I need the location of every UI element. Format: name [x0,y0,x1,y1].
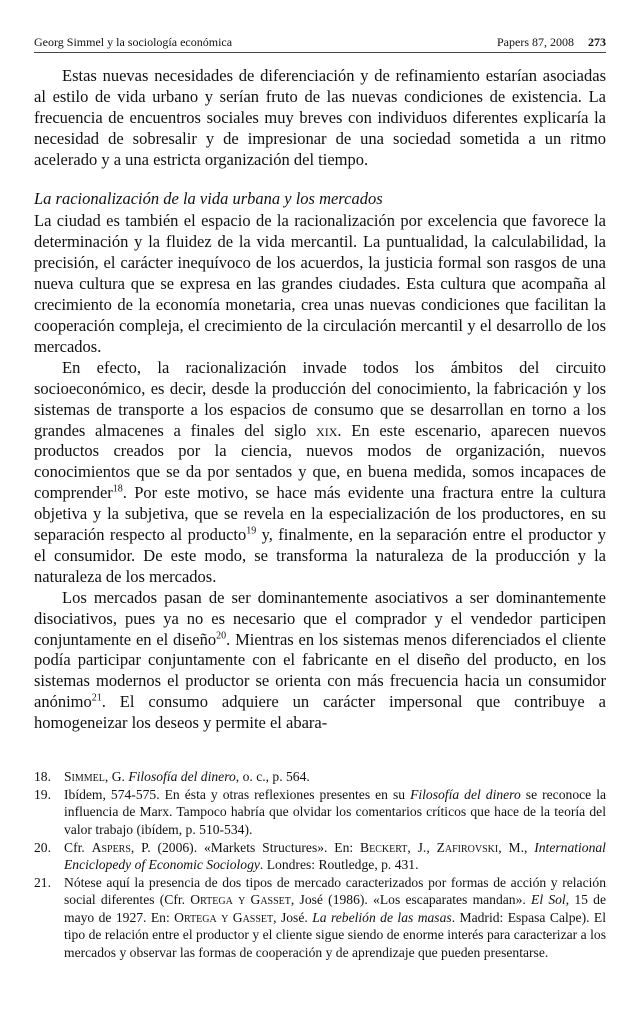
journal-issue: Papers 87, 2008 [497,35,574,49]
footnote-number: 21. [34,874,51,890]
newspaper-title: El Sol [531,892,566,908]
footnote-text: Ibídem, 574-575. En ésta y otras reflexiones presentes en su [64,786,411,802]
footnote-text: , o. c., p. 564. [235,769,310,784]
paragraph-4-text: Los mercados pasan de ser dominantemente asociativos a ser dominantemente disociativos, pues ya no es necesario que el comprador y el vendedor participen conjuntamente en el diseño [34,587,606,649]
footnote-number: 20. [34,839,51,855]
footnote-text: , M., [498,839,535,855]
footnote-text: . Londres: Routledge, p. 431. [259,857,419,873]
author-name: Simmel [64,769,105,784]
footnote-number: 18. [34,769,51,784]
footnote-text: , 15 de mayo de 1927. En: [64,892,606,925]
footnote-text: , José. [273,909,313,925]
author-name: Zafirovski [436,839,499,855]
footnotes [34,768,606,961]
book-title: International Enciclopedy of Economic Sociology [64,839,606,873]
footnote-text: Nótese aquí la presencia de dos tipos de mercado caracterizados por formas de acción y relación social diferentes (Cfr. [64,874,606,908]
footnote-text: , G. [104,769,129,784]
main-text [34,66,606,734]
paragraph-2: La ciudad es también el espacio de la racionalización por excelencia que favorece la determinación y la fluidez de la vida mercantil. La puntualidad, la calculabilidad, la precisión, el carácter inequívoco de los acuerdos, la justicia formal son rasgos de una nueva cultura que se expresa en las grandes ciudades. Esta cultura que acompaña al crecimiento de la economía monetaria, crea unas nuevas condiciones que facilitan la cooperación compleja, el crecimiento de la circulación mercantil y el desarrollo de los mercados. [34,211,606,356]
footnote-20 [34,839,606,874]
footnote-text: , J., [407,839,437,855]
header-right [497,35,606,50]
footnote-18 [34,768,606,785]
author-name: Aspers [91,839,131,855]
footnote-ref-18[interactable]: 18 [112,483,123,495]
running-header [34,35,606,53]
footnote-text: , José (1986). «Los escaparates mandan». [290,892,532,908]
paragraph-4-text: . El consumo adquiere un carácter impersonal que contribuye a homogeneizar los deseos y permite el abara- [34,692,606,733]
footnote-19 [34,786,606,838]
page-number: 273 [588,35,606,49]
footnote-text: . Madrid: Espasa Calpe). El tipo de relación entre el productor y el cliente sigue siendo de enorme interés para caracterizar a los mercados y observar las formas de cooperación y de aprendizaje que pueden presentarse. [64,909,606,960]
paragraph-3-text: En efecto, la racionalización invade todos los ámbitos del circuito socioeconómico, es decir, desde la producción del conocimiento, la fabricación y los sistemas de transporte a los espacios de consumo que se desarrollan en torno a los grandes almacenes a finales del siglo [34,357,606,440]
running-title: Georg Simmel y la sociología económica [34,35,233,49]
footnote-number: 19. [34,786,51,802]
book-title: La rebelión de las masas [312,909,452,925]
paragraph-3-text: . Por este motivo, se hace más evidente una fractura entre la cultura objetiva y la subjetiva, que se revela en la especialización de los productores, en su separación respecto al producto [34,483,606,545]
section-title: La racionalización de la vida urbana y los mercados [34,188,383,208]
paragraph-3 [34,358,606,588]
book-title: Filosofía del dinero [128,769,236,784]
author-name: Beckert [360,839,408,855]
author-name: Ortega y Gasset [174,909,274,925]
century-numeral: xix [316,420,338,440]
footnote-text: , P. (2006). «Markets Structures». En: [130,839,361,855]
author-name: Ortega y Gasset [190,892,291,908]
book-title: Filosofía del dinero [410,786,521,802]
paragraph-1: Estas nuevas necesidades de diferenciación y de refinamiento estarían asociadas al estilo de vida urbano y serían fruto de las nuevas condiciones de existencia. La frecuencia de encuentros sociales muy breves con individuos diferentes explicaría la necesidad de sobresalir y de impresionar de una sociedad sometida a un ritmo acelerado y a una estricta organización del tiempo. [34,66,606,169]
footnote-ref-21[interactable]: 21 [91,692,102,704]
paragraph-3-text: . En este escenario, aparecen nuevos productos creados por la ciencia, nuevos modos de organización, nuevos conocimientos que se da por sentados y que, en buena medida, somos incapaces de comprender [34,420,606,503]
footnote-ref-20[interactable]: 20 [216,630,227,642]
paragraph-3-text: y, finalmente, en la separación entre el productor y el consumidor. De este modo, se transforma la naturaleza de la producción y la naturaleza de los mercados. [34,525,606,586]
paragraph-4-text: . Mientras en los sistemas menos diferenciados el cliente podía participar conjuntamente con el fabricante en el diseño del producto, en los sistemas modernos el productor se orienta con más frecuencia hacia un consumidor anónimo [34,629,606,712]
paragraph-4 [34,588,606,734]
footnote-ref-19[interactable]: 19 [246,525,257,537]
footnote-text: Cfr. [64,839,92,855]
footnote-text: se reconoce la influencia de Marx. Tampoco habría que olvidar los comentarios críticos que hace de la teoría del valor trabajo (ibídem, p. 510-534). [64,786,606,837]
footnote-21 [34,874,606,961]
